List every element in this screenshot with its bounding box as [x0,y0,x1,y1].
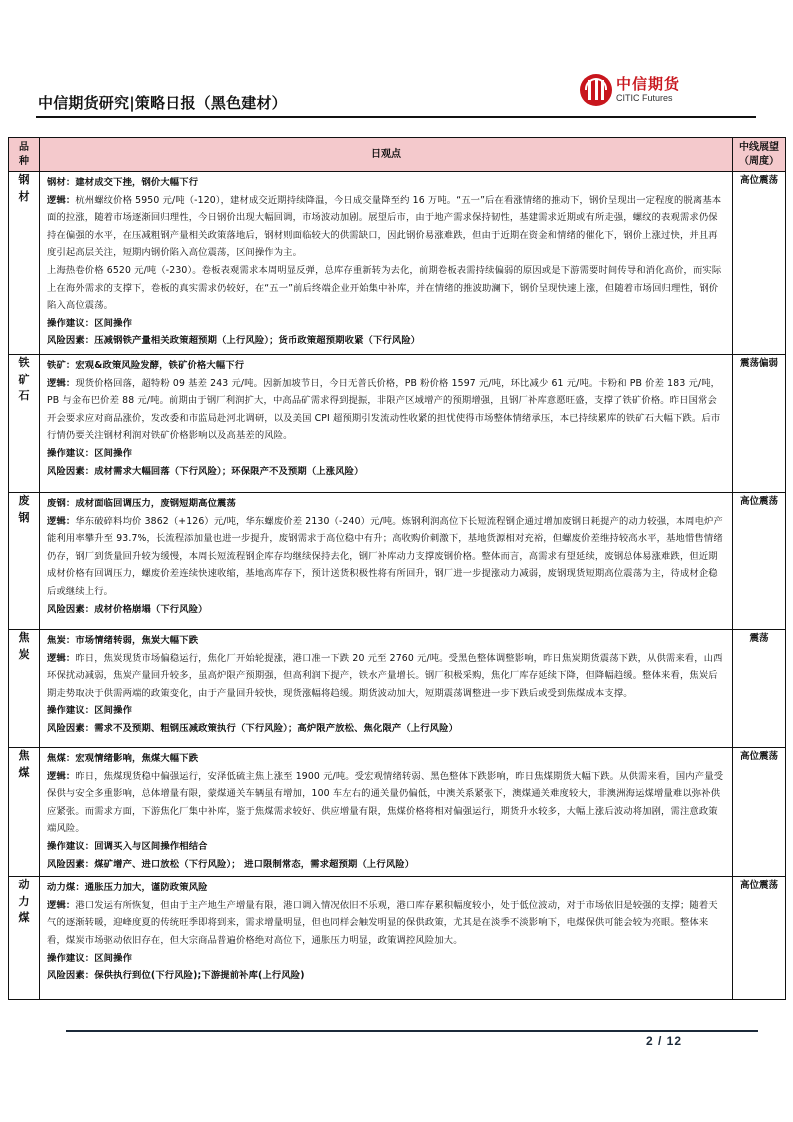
risk-factors: 风险因素：煤矿增产、进口放松（下行风险）； 进口限制常态，需求超预期（上行风险） [47,858,415,870]
operation-suggestion: 操作建议：区间操作 [47,952,133,964]
citic-logo [580,72,690,108]
variety-cell [9,355,40,493]
logic-label: 逻辑： [47,377,76,389]
outlook-cell: 高位震荡 [733,172,786,355]
header-divider [36,116,756,118]
risk-factors: 风险因素：压减钢铁产量相关政策超预期（上行风险）；货币政策超预期收紧（下行风险） [47,335,421,347]
variety-cell [9,877,40,1000]
logo-english-name: CITIC Futures [616,93,673,103]
table-row [9,877,786,1000]
table-row [9,493,786,630]
table-header-row [9,138,786,172]
operation-suggestion: 操作建议：区间操作 [47,705,133,717]
variety-label: 焦 炭 [18,631,30,661]
variety-label: 焦 煤 [18,749,30,779]
operation-suggestion: 操作建议：回调买入与区间操作相结合 [47,840,208,852]
footer-divider [66,1030,758,1032]
daily-view-cell [40,355,733,493]
daily-view-cell [40,172,733,355]
citic-logo-icon [580,74,612,106]
logic-label: 逻辑： [47,194,76,206]
logic-text: 昨日，焦炭现货市场偏稳运行，焦化厂开始轮提涨，港口准一下跌 20 元至 2760 元/吨。受黑色整体调整影响，昨日焦炭期货震荡下跌，从供需来看，山西环保扰动减弱，焦炭产量回升较多，虽高炉限产预期强，但高利润下提产，铁水产量增长。钢厂积极采购，焦化厂库存延续下降，但降幅趋缓。整体来看，焦炭后期走势取决于供需两端的政策变化，由于产量回升较快，现货涨幅将趋缓。期货波动加大，短期震荡调整进一步下跌后或受到焦煤成本支撑。 [47,652,723,699]
logic-text: 华东破碎料均价 3862（+126）元/吨，华东螺废价差 2130（-240）元/吨。炼钢利润高位下长短流程钢企通过增加废钢日耗提产的动力较强，本周电炉产能利用率攀升至 93.7%，长流程添加量也进一步提升，废钢需求于高位稳中有升；高收购价刺激下，基地货源相对充裕，但螺废价差维持较高水平，基地惜售情绪仍存，钢厂到货量回升较为缓慢，本周长短流程钢企库存均继续保持去化，钢厂补库动力支撑废钢价格。整体而言，高需求有望延续，废钢总体易涨难跌，但近期成材价格有回调压力，螺废价差连续快速收缩，基地高库存下，预计送货积极性将有所回升，钢厂进一步提涨动力减弱，废钢现货短期高位震荡为主，待成材企稳后或继续上行。 [47,515,723,597]
outlook-cell: 高位震荡 [733,748,786,877]
daily-view-cell [40,877,733,1000]
view-title: 焦炭：市场情绪转弱，焦炭大幅下跌 [47,635,199,646]
strategy-table [8,137,786,1000]
variety-label: 废 钢 [18,494,30,524]
view-title: 废钢：成材面临回调压力，废钢短期高位震荡 [47,498,236,509]
variety-cell [9,172,40,355]
outlook-cell: 震荡偏弱 [733,355,786,493]
view-title: 动力煤：通胀压力加大，谨防政策风险 [47,882,208,894]
logic-text: 杭州螺纹价格 5950 元/吨（-120），建材成交近期持续降温，今日成交量降至约 16 万吨。“五一”后在看涨情绪的推动下，钢价呈现出一定程度的脱离基本面的拉涨，随着市场逐渐回归理性，今日钢价出现大幅回调，市场波动加剧。展望后市，由于地产需求保持韧性，基建需求近期或有所走强，螺纹的表观需求仍保持在偏强的水平，在压减粗钢产量相关政策落地后，钢材则面临较大的供需缺口，因此钢价易涨难跌，但由于近期在资金和情绪的催化下，钢价上涨过快，并且再度引起高层关注，短期内钢价陷入高位震荡，区间操作为主。 [47,194,722,259]
logic-label: 逻辑： [47,899,76,911]
variety-label: 钢 材 [18,173,30,203]
logic-label: 逻辑： [47,515,76,527]
report-title: 中信期货研究|策略日报（黑色建材） [38,94,287,112]
variety-label: 动 力 煤 [18,878,30,925]
risk-factors: 风险因素：成材价格崩塌（下行风险） [47,603,208,615]
outlook-cell: 震荡 [733,630,786,748]
risk-factors: 风险因素：成材需求大幅回落（下行风险）；环保限产不及预期（上涨风险） [47,465,364,477]
extra-text: 上海热卷价格 6520 元/吨（-230）。卷板表观需求本周明显反弹，总库存重新转为去化，前期卷板表需持续偏弱的原因或是下游需要时间传导和消化高价，而实际上在海外需求的支撑下，卷板的真实需求仍较好，在“五一”前后终端企业开始集中补库，并在情绪的推波助澜下，钢价呈现快速上涨，但随着市场回归理性，钢价陷入高位震荡。 [47,264,722,312]
outlook-cell: 高位震荡 [733,877,786,1000]
variety-cell [9,630,40,748]
operation-suggestion: 操作建议：区间操作 [47,317,133,329]
header-outlook: 中线展望（周度） [733,138,786,172]
table-row [9,630,786,748]
logo-chinese-name: 中信期货 [616,75,681,93]
variety-label: 铁 矿 石 [18,356,30,402]
daily-view-cell [40,630,733,748]
operation-suggestion: 操作建议：区间操作 [47,447,133,459]
logic-text: 现货价格回落，超特粉 09 基差 243 元/吨。因新加坡节日，今日无普氏价格，PB 粉价格 1597 元/吨，环比减少 61 元/吨。卡粉和 PB 价差 183 元/吨，PB 与金布巴价差 88 元/吨。前期由于钢厂利润扩大，中高品矿需求得到提振，非限产区域增产的预期增强，且钢厂补库意愿旺盛，支撑了铁矿价格。昨日国常会开会要求应对商品涨价，发改委和市监局赴河北调研，以及美国 CPI 超预期引发流动性收紧的担忧使得市场整体情绪承压，本已持续累库的铁矿石大幅下跌。后市行情仍要关注钢材利润对铁矿价格影响以及高基差的风险。 [47,377,721,442]
table-row [9,172,786,355]
risk-factors: 风险因素：需求不及预期、粗钢压减政策执行（下行风险）；高炉限产放松、焦化限产（上行风险） [47,722,459,734]
page-number: 2 / 12 [646,1034,683,1048]
daily-view-cell [40,493,733,630]
variety-cell [9,748,40,877]
table-row [9,355,786,493]
header-variety: 品种 [9,138,40,172]
daily-view-cell [40,748,733,877]
logic-label: 逻辑： [47,770,76,782]
view-title: 焦煤：宏观情绪影响，焦煤大幅下跌 [47,753,199,764]
risk-factors: 风险因素：保供执行到位(下行风险);下游提前补库(上行风险) [47,970,305,982]
outlook-cell: 高位震荡 [733,493,786,630]
logic-label: 逻辑： [47,652,76,664]
view-title: 铁矿：宏观&政策风险发酵，铁矿价格大幅下行 [47,360,245,371]
table-row [9,748,786,877]
variety-cell [9,493,40,630]
logic-text: 港口发运有所恢复，但由于主产地生产增量有限，港口调入情况依旧不乐观，港口库存累积幅度较小，处于低位波动，对于市场依旧是较强的支撑；随着天气的逐渐转暖，迎峰度夏的传统旺季即将到来，需求增量明显，但也同样会触发明显的保供政策，尤其是在淡季不淡影响下，电煤保供可能会较为亮眼。整体来看，煤炭市场驱动依旧存在，但大宗商品普遍价格绝对高位下，通胀压力明显，政策调控风险加大。 [47,899,718,946]
logic-text: 昨日，焦煤现货稳中偏强运行，安泽低硫主焦上涨至 1900 元/吨。受宏观情绪转弱、黑色整体下跌影响，昨日焦煤期货大幅下跌。从供需来看，国内产量受保供与安全多重影响，总体增量有限，蒙煤通关车辆虽有增加，100 车左右的通关量仍偏低，中澳关系紧张下，澳煤通关难度较大，非澳洲海运煤增量难以弥补供应紧张。而需求方面，下游焦化厂集中补库，鉴于焦煤需求较好、供应增量有限，焦煤价格将相对偏强运行，期货升水较多，大幅上涨后波动将加剧，需注意政策端风险。 [47,770,724,835]
header-daily-view: 日观点 [40,138,733,172]
view-title: 钢材：建材成交下挫，钢价大幅下行 [47,177,199,188]
